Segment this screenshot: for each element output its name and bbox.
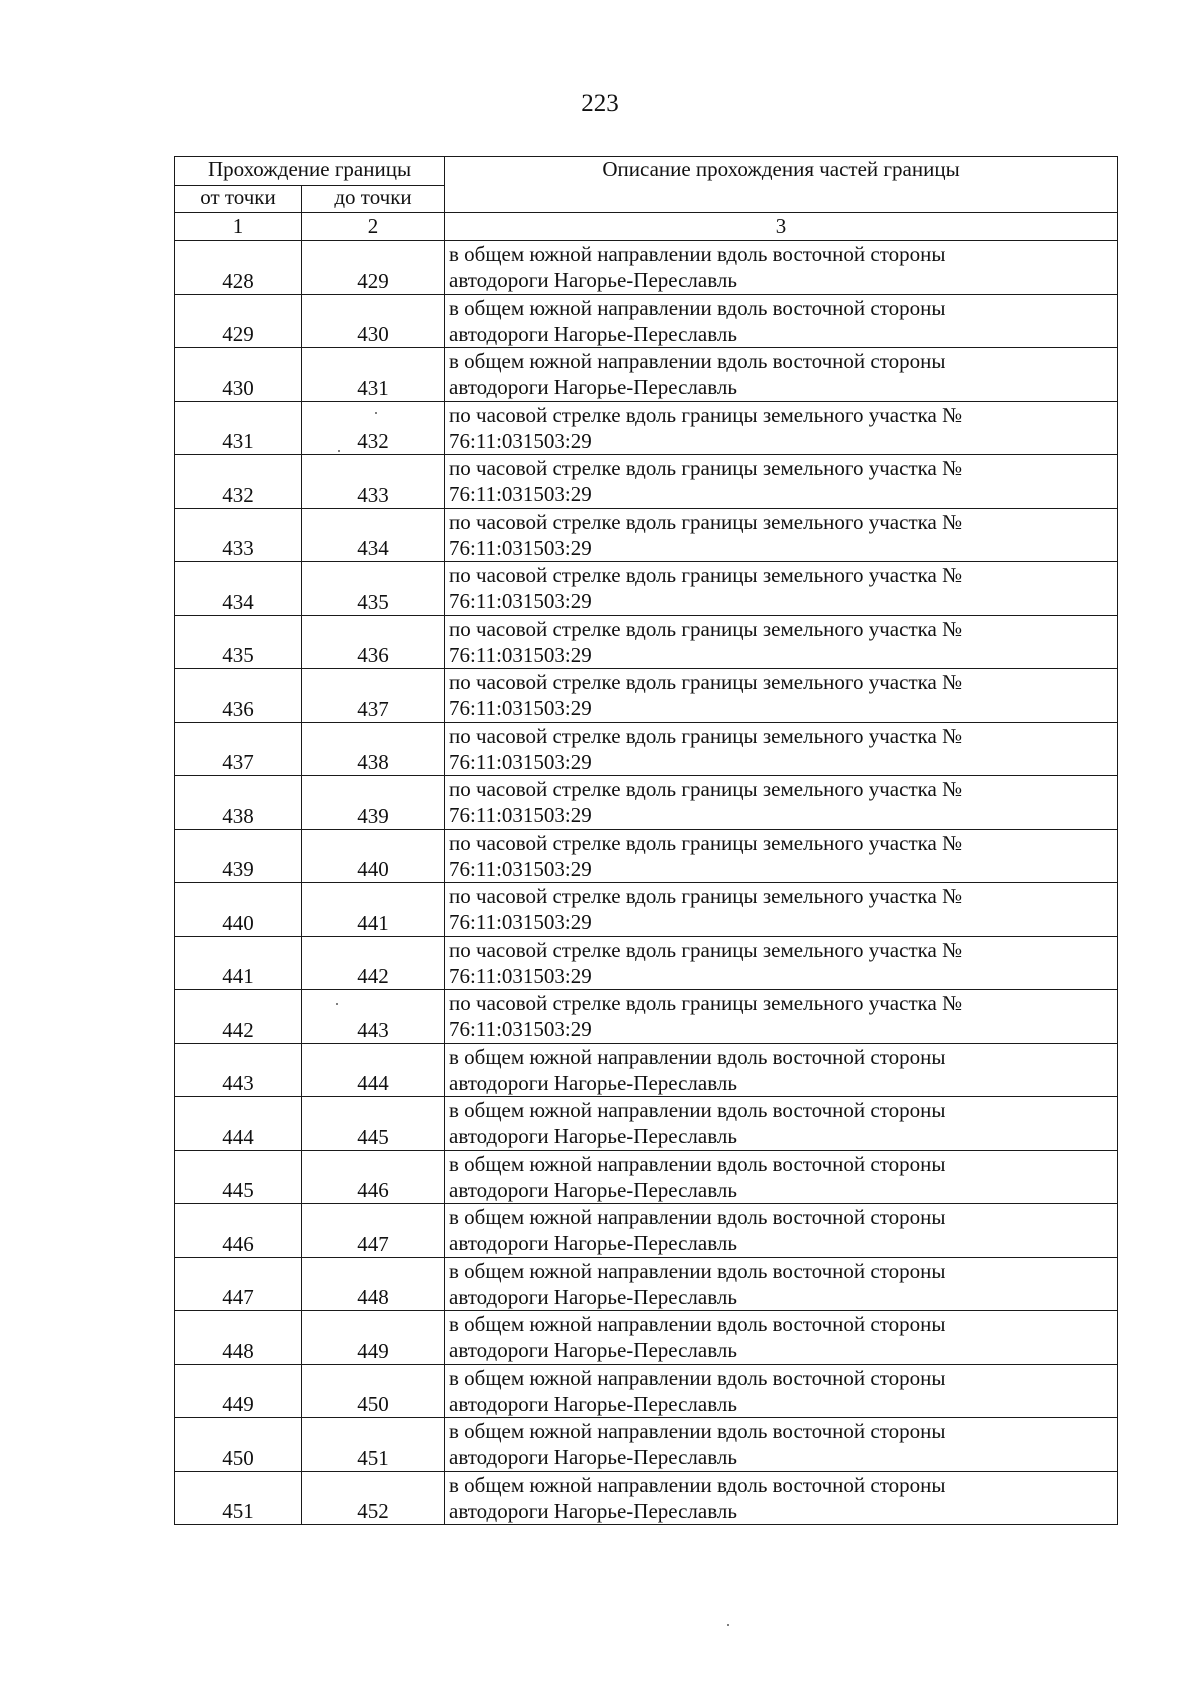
from-point-cell: 447 bbox=[175, 1257, 302, 1311]
description-cell bbox=[445, 508, 1118, 562]
description-line-2: автодороги Нагорье-Переславль bbox=[449, 1284, 737, 1309]
from-point-cell: 441 bbox=[175, 936, 302, 990]
to-point-cell: 440 bbox=[302, 829, 445, 883]
description-line-2: 76:11:031503:29 bbox=[449, 535, 592, 560]
description-line-2: 76:11:031503:29 bbox=[449, 749, 592, 774]
from-point-header: от точки bbox=[175, 186, 302, 213]
to-point-cell: 447 bbox=[302, 1204, 445, 1258]
table-header bbox=[175, 157, 1118, 241]
description-cell bbox=[445, 1418, 1118, 1472]
description-line-2: 76:11:031503:29 bbox=[449, 589, 592, 613]
from-point-cell: 445 bbox=[175, 1150, 302, 1204]
description-cell bbox=[445, 1043, 1118, 1097]
description-line-2: автодороги Нагорье-Переславль bbox=[449, 321, 737, 346]
description-line-2: 76:11:031503:29 bbox=[449, 428, 592, 453]
from-point-cell: 433 bbox=[175, 508, 302, 562]
description-cell bbox=[445, 1204, 1118, 1258]
to-point-cell: 433 bbox=[302, 455, 445, 509]
description-line-2: автодороги Нагорье-Переславль bbox=[449, 1177, 737, 1202]
description-cell bbox=[445, 241, 1118, 295]
table-row bbox=[175, 1097, 1118, 1151]
description-line-1: в общем южной направлении вдоль восточной стороны bbox=[449, 295, 946, 320]
to-point-cell: 444 bbox=[302, 1043, 445, 1097]
scan-speck bbox=[727, 1624, 729, 1626]
table-row bbox=[175, 1311, 1118, 1365]
description-cell bbox=[445, 615, 1118, 669]
description-line-2: 76:11:031503:29 bbox=[449, 910, 592, 934]
table-row bbox=[175, 1471, 1118, 1525]
from-point-cell: 444 bbox=[175, 1097, 302, 1151]
description-line-1: в общем южной направлении вдоль восточной стороны bbox=[449, 1365, 946, 1390]
description-cell bbox=[445, 1097, 1118, 1151]
description-line-1: по часовой стрелке вдоль границы земельного участка № bbox=[449, 884, 963, 908]
description-line-1: в общем южной направлении вдоль восточной стороны bbox=[449, 1098, 946, 1122]
description-line-2: автодороги Нагорье-Переславль bbox=[449, 1498, 737, 1523]
description-line-2: 76:11:031503:29 bbox=[449, 856, 592, 881]
from-point-cell: 435 bbox=[175, 615, 302, 669]
to-point-cell: 436 bbox=[302, 615, 445, 669]
column-number-2: 2 bbox=[302, 213, 445, 241]
to-point-cell: 446 bbox=[302, 1150, 445, 1204]
from-point-cell: 428 bbox=[175, 241, 302, 295]
to-point-cell: 432 bbox=[302, 401, 445, 455]
description-line-2: 76:11:031503:29 bbox=[449, 963, 592, 988]
table-row bbox=[175, 1204, 1118, 1258]
description-cell bbox=[445, 936, 1118, 990]
from-point-cell: 430 bbox=[175, 348, 302, 402]
table-row bbox=[175, 508, 1118, 562]
from-point-cell: 446 bbox=[175, 1204, 302, 1258]
table-row bbox=[175, 401, 1118, 455]
table-row bbox=[175, 829, 1118, 883]
from-point-cell: 436 bbox=[175, 669, 302, 723]
description-line-1: в общем южной направлении вдоль восточной стороны bbox=[449, 1472, 946, 1497]
table-row bbox=[175, 883, 1118, 937]
to-point-header: до точки bbox=[302, 186, 445, 213]
from-point-cell: 439 bbox=[175, 829, 302, 883]
column-number-1: 1 bbox=[175, 213, 302, 241]
description-cell bbox=[445, 1150, 1118, 1204]
to-point-cell: 442 bbox=[302, 936, 445, 990]
description-line-1: в общем южной направлении вдоль восточной стороны bbox=[449, 349, 946, 373]
to-point-cell: 439 bbox=[302, 776, 445, 830]
column-number-row bbox=[175, 213, 1118, 241]
description-cell bbox=[445, 401, 1118, 455]
table-row bbox=[175, 669, 1118, 723]
description-line-1: в общем южной направлении вдоль восточной стороны bbox=[449, 1312, 946, 1336]
description-line-1: по часовой стрелке вдоль границы земельного участка № bbox=[449, 991, 963, 1015]
description-line-1: по часовой стрелке вдоль границы земельного участка № bbox=[449, 670, 963, 694]
to-point-cell: 435 bbox=[302, 562, 445, 616]
to-point-cell: 430 bbox=[302, 294, 445, 348]
to-point-cell: 448 bbox=[302, 1257, 445, 1311]
from-point-cell: 432 bbox=[175, 455, 302, 509]
description-line-1: в общем южной направлении вдоль восточной стороны bbox=[449, 1151, 946, 1176]
column-number-3: 3 bbox=[445, 213, 1118, 241]
boundary-table bbox=[174, 156, 1118, 1525]
table-row bbox=[175, 241, 1118, 295]
description-line-1: по часовой стрелке вдоль границы земельного участка № bbox=[449, 616, 963, 641]
to-point-cell: 429 bbox=[302, 241, 445, 295]
description-line-1: по часовой стрелке вдоль границы земельного участка № bbox=[449, 402, 963, 427]
to-point-cell: 445 bbox=[302, 1097, 445, 1151]
description-cell bbox=[445, 562, 1118, 616]
description-line-2: автодороги Нагорье-Переславль bbox=[449, 1445, 737, 1469]
table-row bbox=[175, 1418, 1118, 1472]
description-cell bbox=[445, 829, 1118, 883]
description-line-2: автодороги Нагорье-Переславль bbox=[449, 375, 737, 399]
description-line-2: 76:11:031503:29 bbox=[449, 1017, 592, 1041]
table-row bbox=[175, 722, 1118, 776]
from-point-cell: 451 bbox=[175, 1471, 302, 1525]
description-line-2: автодороги Нагорье-Переславль bbox=[449, 1231, 737, 1255]
description-line-1: по часовой стрелке вдоль границы земельного участка № bbox=[449, 723, 963, 748]
to-point-cell: 449 bbox=[302, 1311, 445, 1365]
table-row bbox=[175, 1364, 1118, 1418]
from-point-cell: 450 bbox=[175, 1418, 302, 1472]
to-point-cell: 434 bbox=[302, 508, 445, 562]
description-cell bbox=[445, 294, 1118, 348]
page-number: 223 bbox=[581, 90, 619, 117]
description-header: Описание прохождения частей границы bbox=[445, 157, 1118, 213]
description-line-1: по часовой стрелке вдоль границы земельного участка № bbox=[449, 830, 963, 855]
from-point-cell: 442 bbox=[175, 990, 302, 1044]
description-line-2: автодороги Нагорье-Переславль bbox=[449, 1391, 737, 1416]
from-point-cell: 443 bbox=[175, 1043, 302, 1097]
table-row bbox=[175, 562, 1118, 616]
from-point-cell: 429 bbox=[175, 294, 302, 348]
to-point-cell: 438 bbox=[302, 722, 445, 776]
scan-speck bbox=[375, 412, 377, 414]
description-line-2: 76:11:031503:29 bbox=[449, 642, 592, 667]
description-cell bbox=[445, 455, 1118, 509]
from-point-cell: 437 bbox=[175, 722, 302, 776]
description-cell bbox=[445, 1471, 1118, 1525]
description-line-1: в общем южной направлении вдоль восточной стороны bbox=[449, 242, 946, 266]
to-point-cell: 452 bbox=[302, 1471, 445, 1525]
description-cell bbox=[445, 669, 1118, 723]
description-cell bbox=[445, 883, 1118, 937]
table-row bbox=[175, 1043, 1118, 1097]
description-line-1: в общем южной направлении вдоль восточной стороны bbox=[449, 1044, 946, 1069]
description-cell bbox=[445, 1364, 1118, 1418]
from-point-cell: 448 bbox=[175, 1311, 302, 1365]
description-line-2: 76:11:031503:29 bbox=[449, 482, 592, 506]
description-line-1: в общем южной направлении вдоль восточной стороны bbox=[449, 1258, 946, 1283]
to-point-cell: 443 bbox=[302, 990, 445, 1044]
to-point-cell: 450 bbox=[302, 1364, 445, 1418]
table-row bbox=[175, 936, 1118, 990]
table-row bbox=[175, 294, 1118, 348]
header-row-top bbox=[175, 157, 1118, 186]
description-line-1: по часовой стрелке вдоль границы земельного участка № bbox=[449, 777, 963, 801]
description-cell bbox=[445, 348, 1118, 402]
to-point-cell: 451 bbox=[302, 1418, 445, 1472]
description-cell bbox=[445, 1257, 1118, 1311]
description-cell bbox=[445, 990, 1118, 1044]
description-line-1: в общем южной направлении вдоль восточной стороны bbox=[449, 1205, 946, 1229]
description-line-1: по часовой стрелке вдоль границы земельного участка № bbox=[449, 509, 963, 534]
from-point-cell: 449 bbox=[175, 1364, 302, 1418]
description-line-2: автодороги Нагорье-Переславль bbox=[449, 1124, 737, 1148]
table-row bbox=[175, 1150, 1118, 1204]
table-row bbox=[175, 348, 1118, 402]
to-point-cell: 441 bbox=[302, 883, 445, 937]
from-point-cell: 440 bbox=[175, 883, 302, 937]
description-line-2: 76:11:031503:29 bbox=[449, 803, 592, 827]
description-line-2: автодороги Нагорье-Переславль bbox=[449, 268, 737, 292]
description-line-2: 76:11:031503:29 bbox=[449, 696, 592, 720]
passage-header: Прохождение границы bbox=[175, 157, 445, 186]
table-row bbox=[175, 615, 1118, 669]
description-line-1: по часовой стрелке вдоль границы земельного участка № bbox=[449, 563, 963, 587]
description-cell bbox=[445, 1311, 1118, 1365]
to-point-cell: 431 bbox=[302, 348, 445, 402]
scan-speck bbox=[338, 450, 340, 452]
to-point-cell: 437 bbox=[302, 669, 445, 723]
description-line-1: по часовой стрелке вдоль границы земельного участка № bbox=[449, 456, 963, 480]
description-line-2: автодороги Нагорье-Переславль bbox=[449, 1070, 737, 1095]
from-point-cell: 434 bbox=[175, 562, 302, 616]
from-point-cell: 431 bbox=[175, 401, 302, 455]
table-body bbox=[175, 241, 1118, 1525]
table-row bbox=[175, 990, 1118, 1044]
scan-speck bbox=[336, 1003, 338, 1005]
description-line-1: по часовой стрелке вдоль границы земельного участка № bbox=[449, 937, 963, 962]
description-line-2: автодороги Нагорье-Переславль bbox=[449, 1338, 737, 1362]
table-row bbox=[175, 455, 1118, 509]
table-row bbox=[175, 776, 1118, 830]
from-point-cell: 438 bbox=[175, 776, 302, 830]
description-line-1: в общем южной направлении вдоль восточной стороны bbox=[449, 1419, 946, 1443]
description-cell bbox=[445, 722, 1118, 776]
description-cell bbox=[445, 776, 1118, 830]
table-row bbox=[175, 1257, 1118, 1311]
